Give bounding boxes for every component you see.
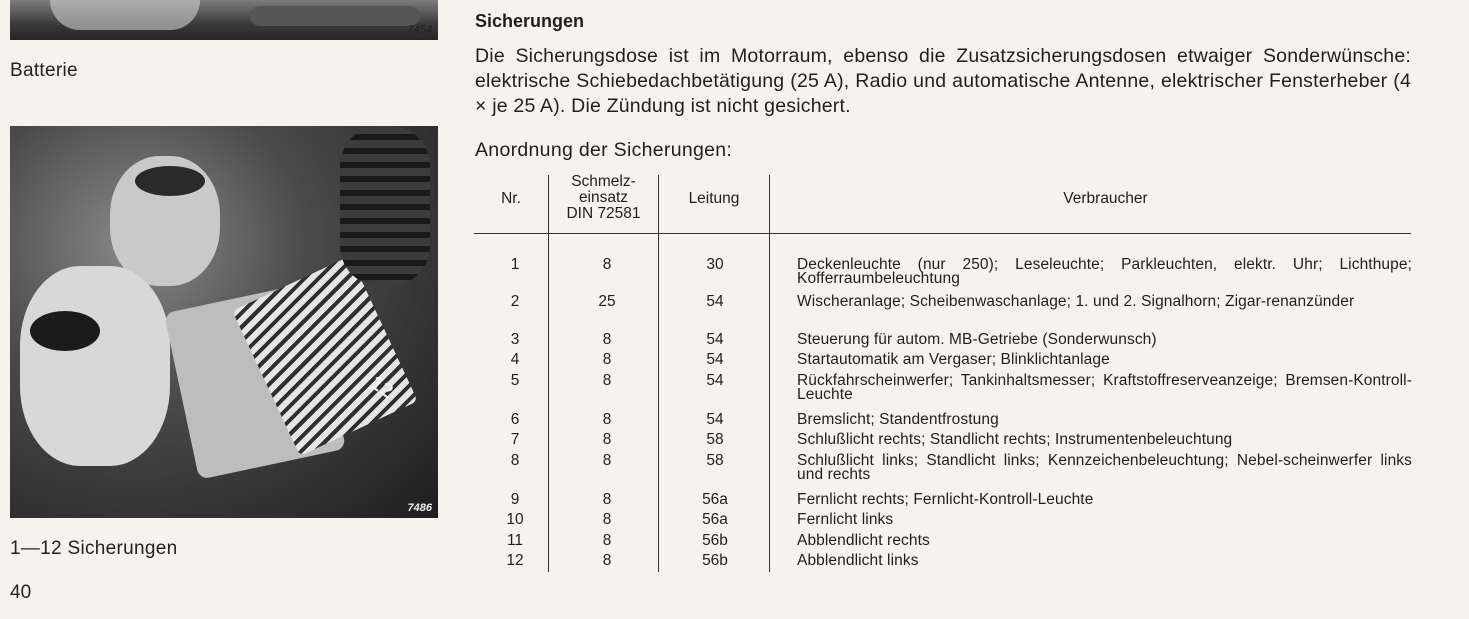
cell-nr: 3: [510, 331, 520, 348]
header-leitung: Leitung: [688, 190, 740, 207]
cell-nr: 1: [510, 256, 520, 273]
intro-paragraph: Die Sicherungsdose ist im Motorraum, ebenso die Zusatzsicherungsdosen etwaiger Sonderwünsche: elektrische Schiebedachbetätigung (25 A), Radio und automatische Antenne, elektrischer Fensterheber (4 × je 25 A). Die Zündung ist nicht gesichert.: [475, 45, 1411, 117]
cell-verbraucher: Startautomatik am Vergaser; Blinklichtanlage: [797, 351, 1110, 368]
cell-einsatz: 8: [602, 552, 612, 569]
cell-nr: 6: [510, 411, 520, 428]
cell-leitung: 58: [706, 452, 724, 469]
reservoir-lid: [135, 166, 205, 196]
cell-verbraucher: Fernlicht links: [797, 511, 894, 528]
cell-einsatz: 8: [602, 372, 612, 389]
cell-verbraucher: Steuerung für autom. MB-Getriebe (Sonderwunsch): [797, 331, 1157, 348]
cell-leitung: 30: [706, 256, 724, 273]
header-rule: [474, 233, 1411, 234]
cell-verbraucher: Wischeranlage; Scheibenwaschanlage; 1. und 2. Signalhorn; Zigar-renanzünder: [797, 293, 1355, 310]
battery-caption: Batterie: [10, 60, 78, 81]
table-subheading: Anordnung der Sicherungen:: [475, 139, 733, 161]
cell-einsatz: 8: [602, 491, 612, 508]
cell-nr: 5: [510, 372, 520, 389]
cell-leitung: 56b: [702, 552, 728, 569]
cell-leitung: 54: [706, 372, 724, 389]
cell-einsatz: 25: [598, 293, 616, 310]
photo-id: 7486: [407, 502, 432, 514]
cell-verbraucher: Schlußlicht rechts; Standlicht rechts; Instrumentenbeleuchtung: [797, 431, 1233, 448]
battery-terminal: [250, 6, 420, 26]
washer-cap: [30, 311, 100, 351]
washer-reservoir: [20, 266, 170, 466]
cell-verbraucher: Rückfahrscheinwerfer; Tankinhaltsmesser; Kraftstoffreserveanzeige; Bremsen-Kontroll-Leuchte: [797, 372, 1412, 403]
header-schmelz-line3: DIN 72581: [566, 205, 641, 222]
cell-leitung: 54: [706, 411, 724, 428]
section-heading: Sicherungen: [475, 11, 585, 31]
cell-einsatz: 8: [602, 452, 612, 469]
cell-nr: 12: [506, 552, 524, 569]
cell-leitung: 56b: [702, 532, 728, 549]
cell-nr: 7: [510, 431, 520, 448]
cell-einsatz: 8: [602, 511, 612, 528]
fuse-number-label: 12: [365, 371, 397, 403]
photo-id: 7454: [407, 24, 432, 36]
cell-verbraucher: Fernlicht rechts; Fernlicht-Kontroll-Leuchte: [797, 491, 1094, 508]
battery-photo: [10, 0, 438, 40]
header-verbraucher: Verbraucher: [1063, 190, 1148, 207]
cell-leitung: 56a: [702, 511, 728, 528]
cell-einsatz: 8: [602, 411, 612, 428]
cell-verbraucher: Deckenleuchte (nur 250); Leseleuchte; Parkleuchten, elektr. Uhr; Lichthupe; Kofferraumbeleuchtung: [797, 256, 1412, 287]
cell-nr: 9: [510, 491, 520, 508]
cell-verbraucher: Abblendlicht rechts: [797, 532, 930, 549]
cell-einsatz: 8: [602, 532, 612, 549]
cell-verbraucher: Schlußlicht links; Standlicht links; Kennzeichenbeleuchtung; Nebel-scheinwerfer links und rechts: [797, 452, 1412, 483]
cell-einsatz: 8: [602, 431, 612, 448]
cell-nr: 10: [506, 511, 524, 528]
header-schmelzeinsatz: [549, 174, 658, 222]
fuses-caption: 1—12 Sicherungen: [10, 538, 178, 559]
cell-leitung: 58: [706, 431, 724, 448]
header-schmelz-line1: Schmelz-: [571, 173, 636, 190]
hose: [340, 126, 430, 286]
cell-leitung: 54: [706, 331, 724, 348]
cell-nr: 4: [510, 351, 520, 368]
cell-nr: 2: [510, 293, 520, 310]
fusebox-photo: [10, 126, 438, 518]
column-divider: [658, 175, 659, 572]
cell-nr: 8: [510, 452, 520, 469]
cell-verbraucher: Abblendlicht links: [797, 552, 919, 569]
battery-highlight: [50, 0, 200, 30]
header-nr: Nr.: [501, 190, 521, 207]
column-divider: [769, 175, 770, 572]
cell-leitung: 54: [706, 293, 724, 310]
page-number: 40: [10, 582, 32, 603]
cell-leitung: 54: [706, 351, 724, 368]
cell-leitung: 56a: [702, 491, 728, 508]
header-schmelz-line2: einsatz: [578, 189, 629, 206]
cell-einsatz: 8: [602, 256, 612, 273]
cell-einsatz: 8: [602, 351, 612, 368]
cell-verbraucher: Bremslicht; Standentfrostung: [797, 411, 999, 428]
cell-nr: 11: [506, 532, 524, 549]
cell-einsatz: 8: [602, 331, 612, 348]
